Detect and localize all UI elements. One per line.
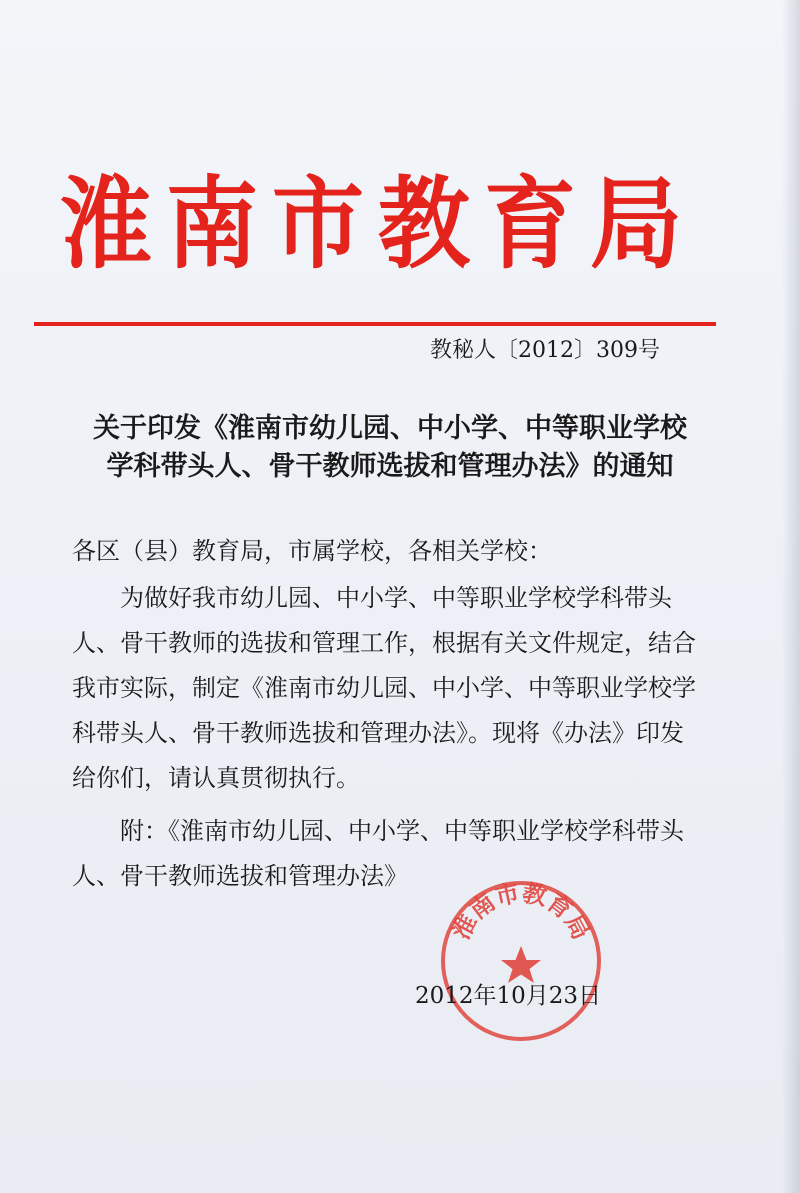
org-letterhead-title: 淮南市教育局 — [60, 166, 697, 283]
official-seal-stamp — [436, 876, 606, 1046]
issue-date: 2012年10月23日 — [415, 983, 602, 1009]
page-edge-shadow — [782, 0, 800, 1193]
letterhead-red-rule — [34, 322, 716, 326]
body-paragraph: 为做好我市幼儿园、中小学、中等职业学校学科带头人、骨干教师的选拔和管理工作，根据有关文件规定，结合我市实际，制定《淮南市幼儿园、中小学、中等职业学校学科带头人、骨干教师选拔和管理办法》。现将《办法》印发给你们，请认真贯彻执行。 — [72, 584, 696, 792]
notice-title — [70, 410, 710, 486]
notice-body — [72, 576, 702, 899]
document-number: 教秘人〔2012〕309号 — [430, 338, 660, 363]
seal-text: 淮南市教育局 — [446, 878, 596, 945]
attachment-paragraph: 附：《淮南市幼儿园、中小学、中等职业学校学科带头人、骨干教师选拔和管理办法》 — [72, 817, 684, 890]
notice-title-line-2: 学科带头人、骨干教师选拔和管理办法》的通知 — [106, 451, 674, 482]
notice-title-line-1: 关于印发《淮南市幼儿园、中小学、中等职业学校 — [93, 413, 687, 444]
recipients-line: 各区（县）教育局，市属学校，各相关学校： — [72, 537, 552, 565]
svg-text:淮南市教育局 — [447, 879, 596, 944]
